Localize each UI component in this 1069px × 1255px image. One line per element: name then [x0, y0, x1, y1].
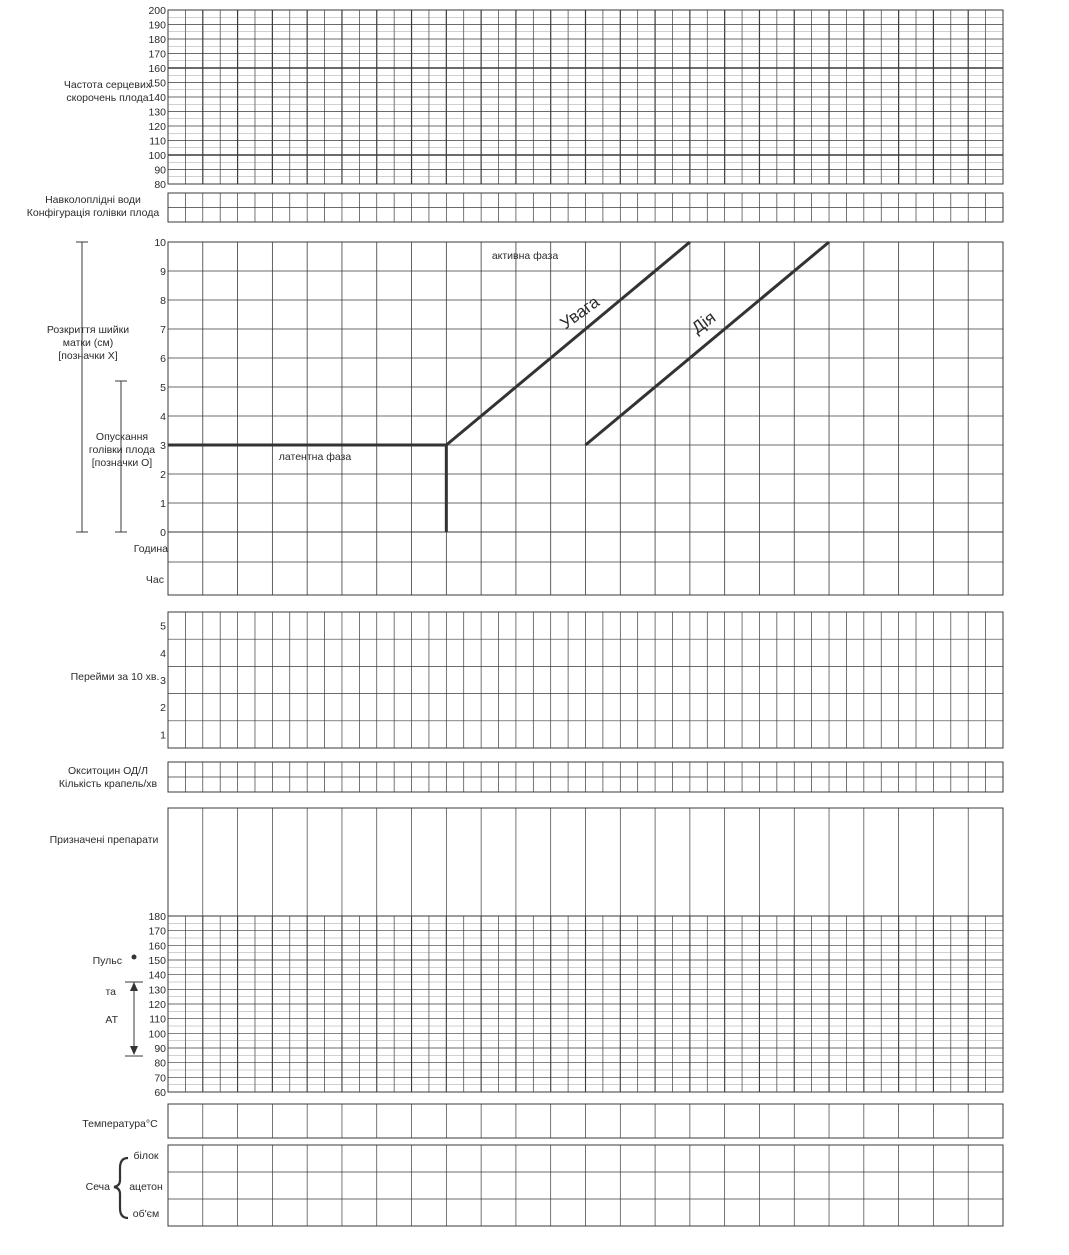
pulse-bp-scale-tick: 60: [154, 1087, 166, 1099]
cervix-scale-tick: 0: [160, 527, 166, 539]
contractions-scale-tick: 2: [160, 702, 166, 715]
urine-protein-label: білок: [133, 1150, 159, 1162]
alert-line: [446, 242, 690, 445]
pulse-bp-scale-tick: 150: [148, 955, 166, 967]
time-label: Час: [145, 574, 164, 586]
cervix-scale-tick: 1: [160, 498, 166, 510]
contractions-scale-tick: 4: [160, 647, 166, 660]
cervix-scale-tick: 10: [154, 237, 166, 249]
contractions-scale-tick: 1: [160, 729, 166, 742]
fhr-scale-tick: 190: [148, 19, 166, 32]
action-line: [586, 242, 830, 445]
cervix-scale-tick: 4: [160, 411, 166, 423]
contractions-scale-tick: 3: [160, 675, 166, 687]
fhr-scale-tick: 100: [148, 150, 166, 162]
active-phase-label: активна фаза: [491, 250, 559, 262]
fhr-scale-tick: 150: [148, 77, 166, 90]
pulse-bp-scale-tick: 170: [148, 925, 166, 938]
fetal-heart-rate-label: Частота серцевих скорочень плода: [63, 79, 152, 104]
cervix-scale-tick: 3: [160, 440, 166, 452]
latent-phase-label: латентна фаза: [278, 451, 352, 463]
bp-label: АТ: [105, 1014, 118, 1026]
oxytocin-label: Окситоцин ОД/Л Кількість крапель/хв: [58, 765, 158, 790]
urine-volume-label: об'єм: [132, 1208, 160, 1220]
pulse-dot-icon: [132, 955, 137, 960]
pulse-bp-scale-tick: 160: [148, 940, 166, 953]
contractions-scale-tick: 5: [160, 620, 166, 633]
pulse-bp-scale-tick: 140: [148, 969, 166, 982]
pulse-bp-scale-tick: 80: [154, 1057, 166, 1070]
cervix-scale-tick: 7: [160, 324, 166, 336]
pulse-bp-scale-tick: 120: [148, 999, 166, 1011]
temperature-label: Температура°С: [82, 1118, 158, 1130]
fhr-scale-tick: 180: [148, 34, 166, 46]
pulse-label: Пульс: [92, 955, 122, 967]
amniotic-fluid-label: Навколоплідні води Конфігурація голівки плода: [26, 194, 160, 219]
contractions-label: Перейми за 10 хв.: [70, 671, 160, 683]
fhr-scale-tick: 140: [148, 92, 166, 104]
cervix-scale-tick: 5: [160, 382, 166, 394]
urine-acetone-label: ацетон: [129, 1181, 163, 1193]
pulse-bp-scale-tick: 100: [148, 1028, 166, 1041]
fhr-scale-tick: 200: [148, 5, 166, 17]
fhr-scale-tick: 160: [148, 63, 166, 75]
action-line-label: Дія: [688, 307, 720, 338]
cervix-dilation-label: Розкриття шийки матки (см) [позначки X]: [46, 324, 130, 362]
pulse-bp-scale-tick: 110: [149, 1013, 166, 1026]
cervix-scale-tick: 6: [160, 353, 166, 365]
fhr-scale-tick: 120: [148, 121, 166, 133]
fhr-scale-tick: 130: [148, 106, 166, 119]
fhr-scale-tick: 170: [148, 48, 166, 61]
urine-label: Сеча: [85, 1181, 110, 1193]
bp-arrow-down-icon: [130, 1046, 138, 1055]
drugs-label: Призначені препарати: [49, 834, 159, 846]
hour-label: Година: [133, 543, 168, 555]
pulse-bp-scale-tick: 180: [148, 911, 166, 923]
pulse-bp-scale-tick: 90: [154, 1043, 166, 1055]
cervix-scale-tick: 9: [160, 266, 166, 278]
and-label: та: [105, 986, 116, 998]
pulse-bp-scale-tick: 70: [154, 1072, 166, 1085]
alert-line-label: Увага: [556, 292, 603, 334]
cervix-scale-tick: 8: [160, 295, 166, 307]
head-descent-label: Опускання голівки плода [позначки О]: [88, 431, 156, 469]
cervix-scale-tick: 2: [160, 469, 166, 481]
bp-arrow-up-icon: [130, 982, 138, 991]
fhr-scale-tick: 80: [154, 179, 166, 191]
pulse-bp-scale-tick: 130: [148, 984, 166, 997]
fhr-scale-tick: 90: [154, 164, 166, 177]
fhr-scale-tick: 110: [149, 135, 166, 148]
